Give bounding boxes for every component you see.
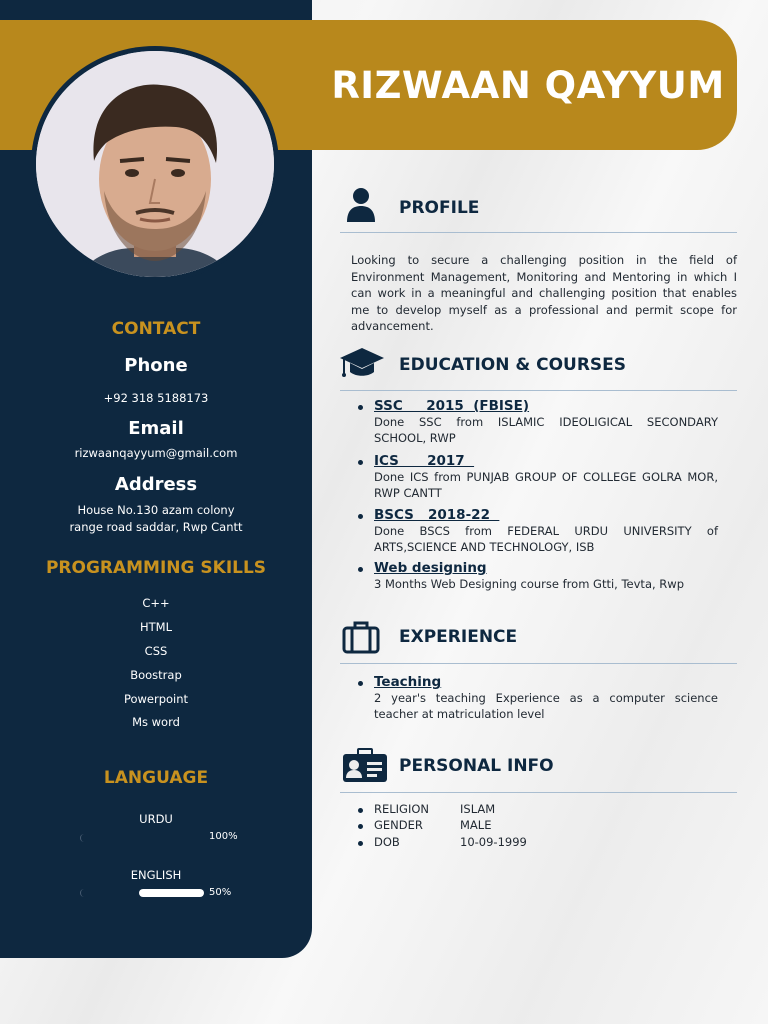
id-card-icon [342,748,388,784]
language-level-bar [80,834,204,842]
language-percent: 50% [209,887,232,898]
personal-info-row [356,818,656,834]
experience-description: 2 year's teaching Experience as a computer science teacher at matriculation level [374,691,718,721]
address-line-2: range road saddar, Rwp Cantt [69,520,243,534]
skill-item: CSS [144,644,168,658]
briefcase-icon [342,620,380,654]
bullet-icon [358,841,363,846]
education-item [356,507,718,555]
info-value: MALE [460,818,492,832]
language-percent: 100% [209,831,238,842]
experience-item [356,674,718,722]
skill-item: Powerpoint [123,692,189,706]
section-divider [340,792,737,793]
education-item [356,398,718,446]
email-value: rizwaanqayyum@gmail.com [74,446,238,460]
contact-heading: CONTACT [111,319,201,339]
phone-label: Phone [124,355,188,376]
info-key: DOB [374,835,400,849]
profile-summary: Looking to secure a challenging position in the field of Environment Management, Monitoring and Mentoring in which I can work in a meaningful and challenging position that enables me to develop myself as a professional and permit scope for advancement. [351,253,737,333]
skill-item: Boostrap [130,668,182,682]
section-divider [340,390,737,391]
personal-info-row [356,802,656,818]
section-divider [340,663,737,664]
language-name: ENGLISH [130,868,182,882]
language-heading: LANGUAGE [103,768,209,788]
education-description: Done ICS from PUNJAB GROUP OF COLLEGE GOLRA MOR, RWP CANTT [374,470,718,500]
education-item [356,560,718,592]
education-title: ICS 2017 [356,453,718,469]
skill-item: C++ [142,596,170,610]
education-heading: EDUCATION & COURSES [399,355,627,375]
education-title: BSCS 2018-22 [356,507,718,523]
profile-heading: PROFILE [399,198,480,218]
address-label: Address [114,474,198,495]
email-label: Email [128,418,184,439]
education-title: Web designing [356,560,718,576]
candidate-name: RIZWAAN QAYYUM [331,63,725,107]
bullet-icon [358,808,363,813]
section-divider [340,232,737,233]
skill-item: HTML [139,620,172,634]
portrait-image [36,51,274,277]
profile-photo [31,46,279,282]
phone-value: +92 318 5188173 [103,391,209,405]
education-description: 3 Months Web Designing course from Gtti, Tevta, Rwp [374,577,685,591]
education-title: SSC 2015 (FBISE) [356,398,718,414]
info-value: ISLAM [460,802,496,816]
language-level-fill [139,889,204,897]
info-value: 10-09-1999 [460,835,527,849]
education-item [356,453,718,501]
education-description: Done SSC from ISLAMIC IDEOLIGICAL SECONDARY SCHOOL, RWP [374,415,718,445]
experience-heading: EXPERIENCE [399,627,518,647]
skills-heading: PROGRAMMING SKILLS [45,558,267,578]
language-name: URDU [139,812,173,826]
language-level-bar [80,889,204,897]
skill-item: Ms word [132,715,180,729]
address-line-1: House No.130 azam colony [77,503,235,517]
bullet-icon [358,824,363,829]
education-description: Done BSCS from FEDERAL URDU UNIVERSITY of ARTS,SCIENCE AND TECHNOLOGY, ISB [374,524,718,554]
graduation-cap-icon [338,346,386,380]
personal-info-row [356,835,656,851]
personal-info-heading: PERSONAL INFO [399,756,554,776]
experience-title: Teaching [356,674,718,690]
info-key: RELIGION [374,802,430,816]
info-key: GENDER [374,818,423,832]
person-icon [344,186,378,224]
